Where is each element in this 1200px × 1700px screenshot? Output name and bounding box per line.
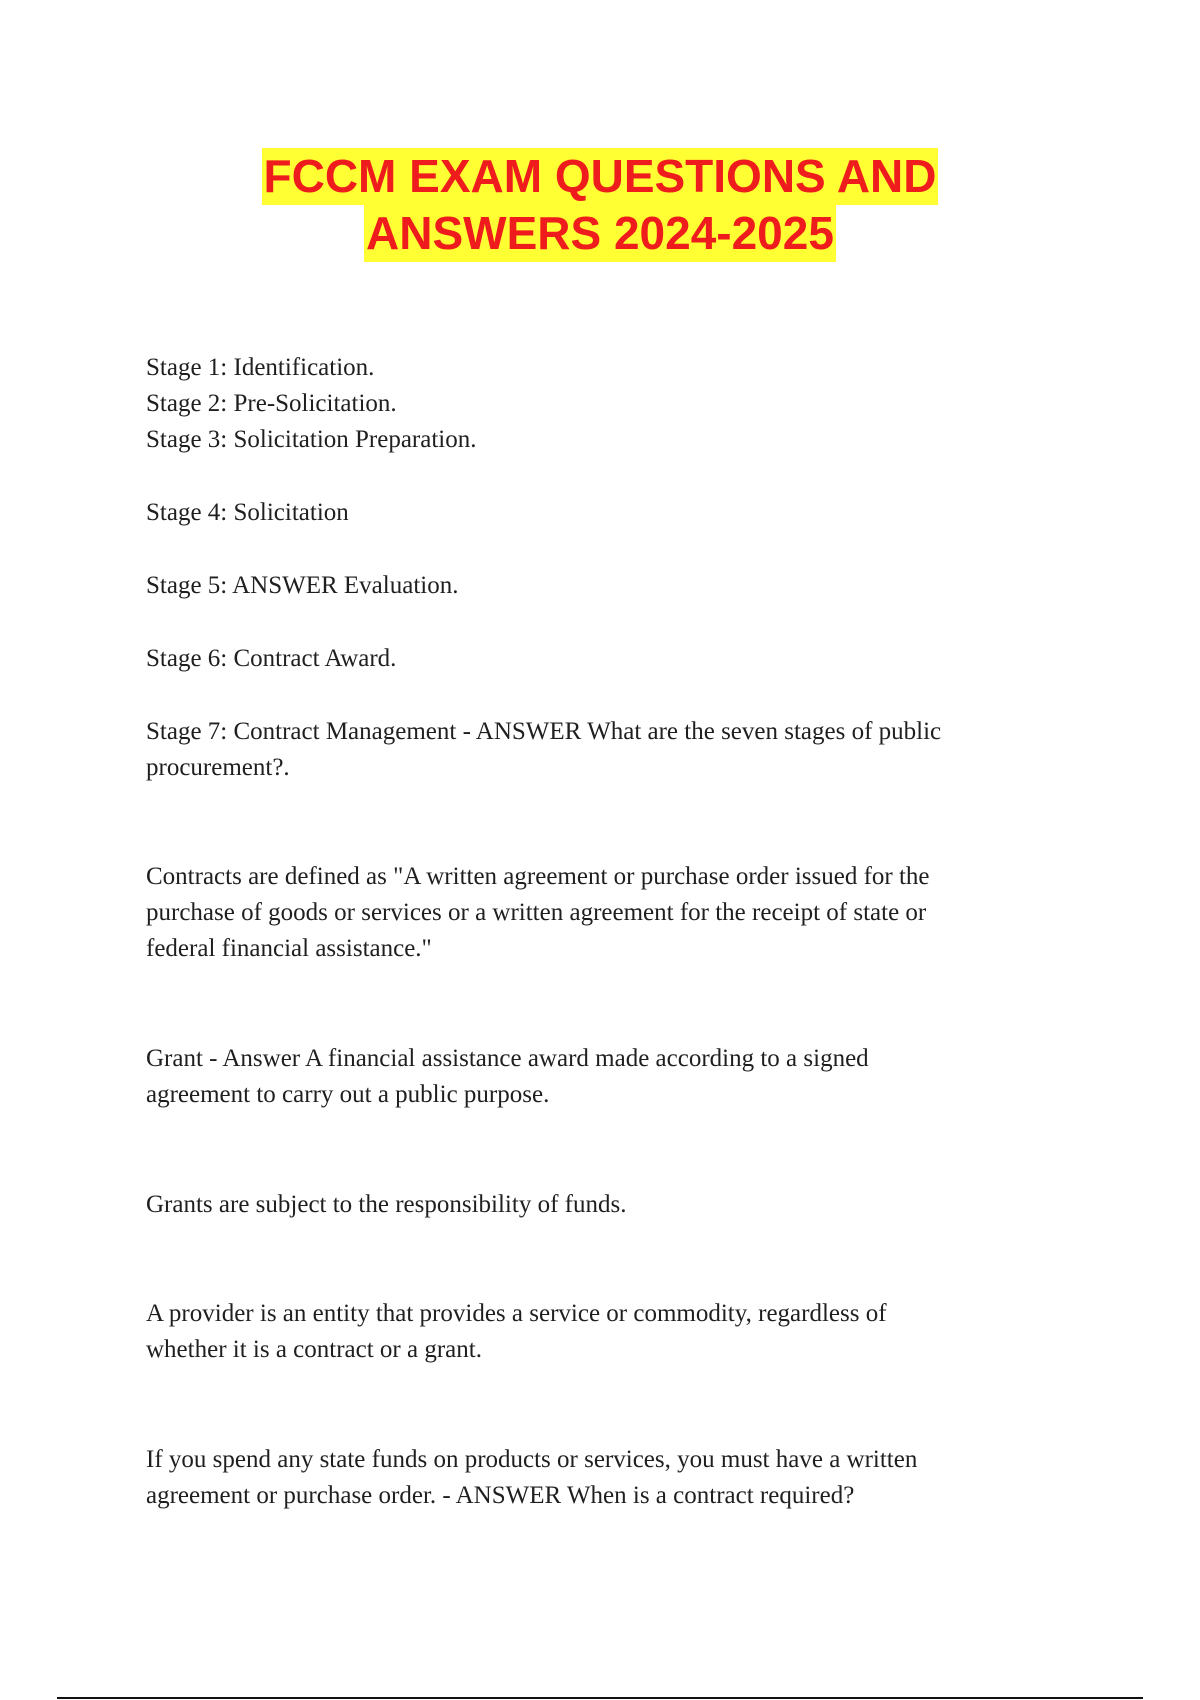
- stage-5-text: Stage 5: ANSWER Evaluation.: [146, 572, 459, 599]
- stage-6: [146, 641, 1076, 677]
- grants-funds-text: Grants are subject to the responsibility of funds.: [146, 1191, 627, 1218]
- spend-line-2: agreement or purchase order. - ANSWER When is a contract required?: [146, 1482, 855, 1509]
- document-title: [0, 148, 1200, 262]
- stage-5: [146, 568, 1076, 604]
- stage-4: [146, 495, 1076, 531]
- provider-definition: [146, 1296, 1076, 1368]
- stage-6-text: Stage 6: Contract Award.: [146, 645, 397, 672]
- stage-2-text: Stage 2: Pre-Solicitation.: [146, 390, 397, 417]
- contract-required-statement: [146, 1442, 1076, 1514]
- stage-1-text: Stage 1: Identification.: [146, 354, 375, 381]
- footer-divider: [57, 1697, 1143, 1699]
- stage-3-text: Stage 3: Solicitation Preparation.: [146, 426, 477, 453]
- grant-line-2: agreement to carry out a public purpose.: [146, 1081, 550, 1108]
- grants-funds-statement: [146, 1187, 1076, 1223]
- title-line-1: FCCM EXAM QUESTIONS AND: [262, 148, 939, 205]
- contracts-line-2: purchase of goods or services or a written agreement for the receipt of state or: [146, 899, 927, 926]
- stages-1-3: [146, 350, 1076, 458]
- stage-7-line-2: procurement?.: [146, 754, 290, 781]
- grant-line-1: Grant - Answer A financial assistance award made according to a signed: [146, 1045, 869, 1072]
- stage-7-line-1: Stage 7: Contract Management - ANSWER What are the seven stages of public: [146, 718, 942, 745]
- contracts-definition: [146, 859, 1076, 967]
- title-line-2: ANSWERS 2024-2025: [364, 205, 836, 262]
- stage-4-text: Stage 4: Solicitation: [146, 499, 349, 526]
- spend-line-1: If you spend any state funds on products or services, you must have a written: [146, 1446, 918, 1473]
- contracts-line-3: federal financial assistance.": [146, 935, 432, 962]
- grant-definition: [146, 1041, 1076, 1113]
- stage-7: [146, 714, 1076, 786]
- contracts-line-1: Contracts are defined as "A written agreement or purchase order issued for the: [146, 863, 930, 890]
- provider-line-2: whether it is a contract or a grant.: [146, 1336, 482, 1363]
- provider-line-1: A provider is an entity that provides a service or commodity, regardless of: [146, 1300, 887, 1327]
